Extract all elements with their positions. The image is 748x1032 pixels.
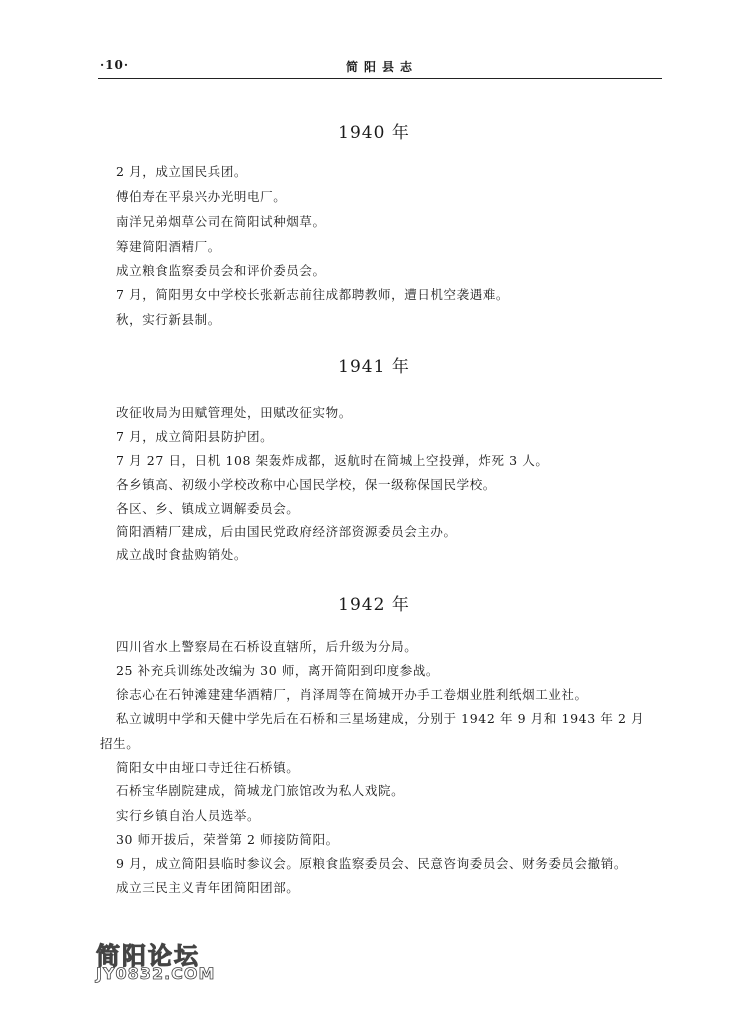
entry-line: 成立三民主义青年团简阳团部。 (116, 880, 300, 895)
entry-line: 2 月，成立国民兵团。 (116, 164, 248, 179)
page-number: ·10· (100, 58, 130, 72)
header-rule (98, 78, 662, 79)
entry-line-continued: 招生。 (100, 736, 140, 751)
entry-line: 成立粮食监察委员会和评价委员会。 (116, 263, 326, 278)
entry-line: 简阳酒精厂建成，后由国民党政府经济部资源委员会主办。 (116, 524, 457, 539)
entry-line: 筹建简阳酒精厂。 (116, 239, 221, 254)
entry-line: 25 补充兵训练处改编为 30 师，离开简阳到印度参战。 (116, 663, 440, 678)
entry-line: 实行乡镇自治人员选举。 (116, 808, 261, 823)
watermark-text-cn: 简阳论坛 (96, 942, 200, 970)
watermark-text-en: JY0832.COM (96, 964, 216, 983)
year-heading-1942: 1942 年 (338, 595, 410, 615)
year-heading-1941: 1941 年 (338, 357, 410, 377)
entry-line: 30 师开拔后，荣誉第 2 师接防简阳。 (116, 832, 339, 847)
entry-line: 7 月 27 日，日机 108 架轰炸成都，返航时在简城上空投弹，炸死 3 人。 (116, 453, 549, 468)
entry-line: 成立战时食盐购销处。 (116, 547, 248, 562)
book-title: 简阳县志 (346, 60, 419, 74)
entry-line: 徐志心在石钟滩建建华酒精厂，肖泽周等在简城开办手工卷烟业胜利纸烟工业社。 (116, 687, 588, 702)
forum-watermark (96, 936, 216, 986)
entry-line: 私立诚明中学和天健中学先后在石桥和三星场建成，分别于 1942 年 9 月和 1943 年 2 月 (116, 711, 645, 726)
running-header (100, 58, 660, 76)
entry-line: 改征收局为田赋管理处，田赋改征实物。 (116, 405, 352, 420)
entry-line: 7 月，简阳男女中学校长张新志前往成都聘教师，遭日机空袭遇难。 (116, 287, 510, 302)
year-heading-1940: 1940 年 (338, 123, 410, 143)
entry-line: 傅伯寿在平泉兴办光明电厂。 (116, 189, 287, 204)
entry-line: 各乡镇高、初级小学校改称中心国民学校，保一级称保国民学校。 (116, 477, 496, 492)
entry-line: 各区、乡、镇成立调解委员会。 (116, 501, 300, 516)
entry-line: 9 月，成立简阳县临时参议会。原粮食监察委员会、民意咨询委员会、财务委员会撤销。 (116, 856, 627, 871)
entry-line: 7 月，成立简阳县防护团。 (116, 429, 274, 444)
entry-line: 简阳女中由垭口寺迁往石桥镇。 (116, 760, 300, 775)
entry-line: 南洋兄弟烟草公司在简阳试种烟草。 (116, 214, 326, 229)
entry-line: 秋，实行新县制。 (116, 312, 221, 327)
entry-line: 石桥宝华剧院建成，简城龙门旅馆改为私人戏院。 (116, 783, 405, 798)
entry-line: 四川省水上警察局在石桥设直辖所，后升级为分局。 (116, 639, 418, 654)
